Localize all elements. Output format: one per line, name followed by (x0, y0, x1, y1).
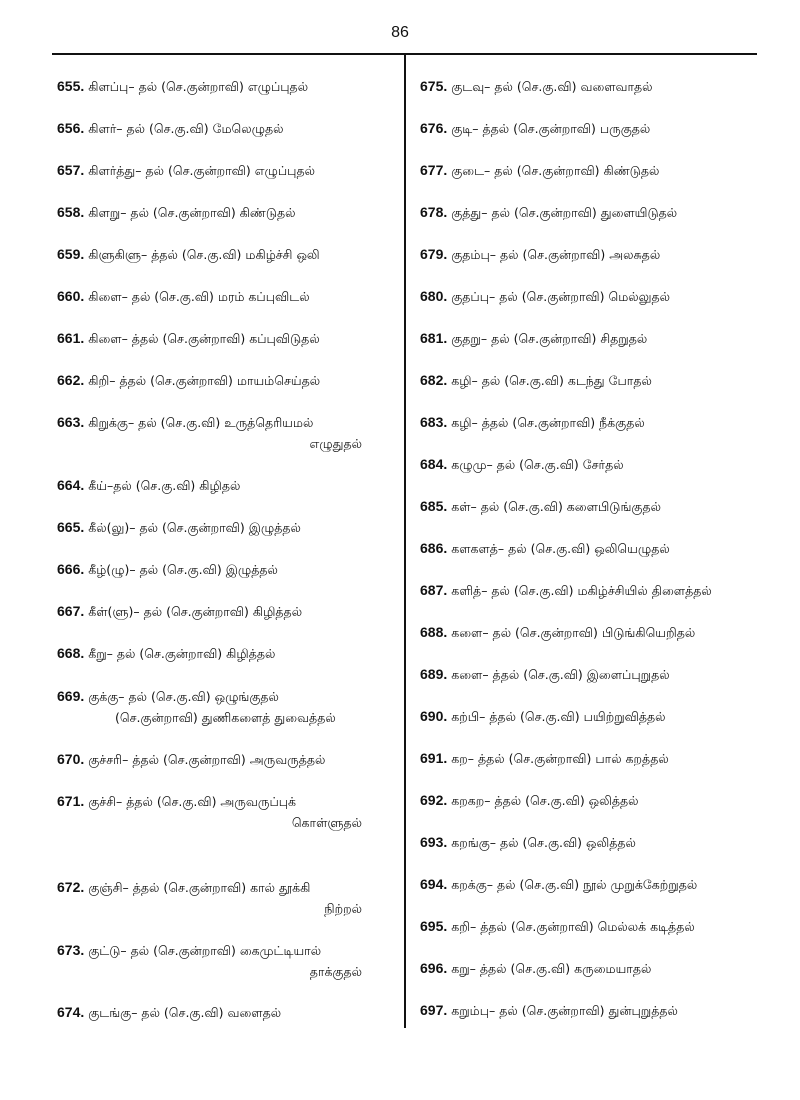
entry-text: குக்கு– தல் (செ.கு.வி) ஒழுங்குதல் (88, 689, 279, 704)
dictionary-entry (420, 244, 765, 265)
entry-text: கறங்கு– தல் (செ.கு.வி) ஒலித்தல் (451, 835, 636, 850)
dictionary-entry (420, 286, 765, 307)
entry-text: கீறு– தல் (செ.குன்றாவி) கிழித்தல் (88, 646, 276, 661)
dictionary-entry (57, 328, 402, 349)
entry-text: குதறு– தல் (செ.குன்றாவி) சிதறுதல் (451, 331, 648, 346)
entry-text: கிளுகிளு– த்தல் (செ.கு.வி) மகிழ்ச்சி ஒலி (88, 247, 320, 262)
entry-number: 666. (57, 561, 85, 577)
entry-text: களை– தல் (செ.குன்றாவி) பிடுங்கியெறிதல் (451, 625, 696, 640)
entry-number: 690. (420, 708, 448, 724)
dictionary-entry (420, 958, 765, 979)
entry-text: கிளை– த்தல் (செ.குன்றாவி) கப்புவிடுதல் (88, 331, 320, 346)
dictionary-entry (57, 286, 402, 307)
entry-text: கீல்(லு)– தல் (செ.குன்றாவி) இழுத்தல் (88, 520, 301, 535)
entry-continuation: நிற்றல் (324, 901, 362, 916)
dictionary-entry (57, 202, 402, 223)
dictionary-entry (57, 749, 402, 770)
entry-continuation: கொள்ளுதல் (291, 815, 362, 830)
entry-number: 657. (57, 162, 85, 178)
entry-text: கிளறு– தல் (செ.குன்றாவி) கிண்டுதல் (88, 205, 296, 220)
entry-text: களை– த்தல் (செ.கு.வி) இளைப்புறுதல் (451, 667, 670, 682)
column-divider (404, 53, 406, 1028)
entry-number: 661. (57, 330, 85, 346)
entry-number: 658. (57, 204, 85, 220)
dictionary-entry (420, 874, 765, 895)
entry-number: 669. (57, 688, 85, 704)
entry-number: 696. (420, 960, 448, 976)
entry-number: 664. (57, 477, 85, 493)
dictionary-entry (420, 706, 765, 727)
entry-text: குதம்பு– தல் (செ.குன்றாவி) அலசுதல் (451, 247, 661, 262)
entry-number: 656. (57, 120, 85, 136)
entry-continuation: தாக்குதல் (309, 964, 362, 979)
entry-text: கீய்–தல் (செ.கு.வி) கிழிதல் (88, 478, 241, 493)
entry-number: 670. (57, 751, 85, 767)
entry-text: கழி– த்தல் (செ.குன்றாவி) நீக்குதல் (451, 415, 645, 430)
dictionary-entry (57, 160, 402, 181)
dictionary-entry (420, 1000, 765, 1021)
entry-number: 674. (57, 1004, 85, 1020)
entry-text: கறகற– த்தல் (செ.கு.வி) ஒலித்தல் (451, 793, 639, 808)
entry-number: 660. (57, 288, 85, 304)
entry-text: கிளப்பு– தல் (செ.குன்றாவி) எழுப்புதல் (88, 79, 309, 94)
dictionary-entry (57, 1002, 402, 1023)
dictionary-entry (420, 664, 765, 685)
dictionary-entry (57, 118, 402, 139)
dictionary-entry (57, 686, 402, 728)
dictionary-entry (57, 76, 402, 97)
entry-text: கிறி– த்தல் (செ.குன்றாவி) மாயம்செய்தல் (88, 373, 321, 388)
entry-text: கீள்(ளு)– தல் (செ.குன்றாவி) கிழித்தல் (88, 604, 303, 619)
entry-text: குச்சரி– த்தல் (செ.குன்றாவி) அருவருத்தல் (88, 752, 326, 767)
entry-text: களகளத்– தல் (செ.கு.வி) ஒலியெழுதல் (451, 541, 670, 556)
entry-text: கீழ்(ழு)– தல் (செ.கு.வி) இழுத்தல் (88, 562, 278, 577)
entry-text: குதப்பு– தல் (செ.குன்றாவி) மெல்லுதல் (451, 289, 671, 304)
entry-number: 665. (57, 519, 85, 535)
entry-number: 679. (420, 246, 448, 262)
entry-number: 668. (57, 645, 85, 661)
entry-number: 682. (420, 372, 448, 388)
dictionary-entry (420, 328, 765, 349)
entry-number: 655. (57, 78, 85, 94)
dictionary-entry (420, 538, 765, 559)
dictionary-entry (420, 202, 765, 223)
entry-text: குட்டு– தல் (செ.குன்றாவி) கைமுட்டியால் (88, 943, 322, 958)
dictionary-entry (57, 791, 402, 833)
entry-text: கள்– தல் (செ.கு.வி) களைபிடுங்குதல் (451, 499, 661, 514)
entry-number: 681. (420, 330, 448, 346)
entry-number: 693. (420, 834, 448, 850)
entry-number: 685. (420, 498, 448, 514)
dictionary-entry (420, 118, 765, 139)
entry-number: 684. (420, 456, 448, 472)
entry-number: 689. (420, 666, 448, 682)
entry-number: 678. (420, 204, 448, 220)
entry-number: 692. (420, 792, 448, 808)
dictionary-entry (57, 370, 402, 391)
entry-text: கறும்பு– தல் (செ.குன்றாவி) துன்புறுத்தல் (451, 1003, 678, 1018)
dictionary-entry (420, 790, 765, 811)
entry-number: 695. (420, 918, 448, 934)
entry-text: குத்து– தல் (செ.குன்றாவி) துளையிடுதல் (451, 205, 678, 220)
page-number: 86 (391, 24, 409, 41)
entry-text: குச்சி– த்தல் (செ.கு.வி) அருவருப்புக் (88, 794, 297, 809)
dictionary-entry (57, 475, 402, 496)
entry-text: கற்பி– த்தல் (செ.கு.வி) பயிற்றுவித்தல் (451, 709, 666, 724)
entry-text: குடி– த்தல் (செ.குன்றாவி) பருகுதல் (451, 121, 651, 136)
entry-number: 663. (57, 414, 85, 430)
entry-text: கறக்கு– தல் (செ.கு.வி) நூல் முறுக்கேற்றுதல் (451, 877, 698, 892)
dictionary-entry (420, 748, 765, 769)
entry-number: 687. (420, 582, 448, 598)
entry-number: 673. (57, 942, 85, 958)
entry-number: 676. (420, 120, 448, 136)
entry-number: 677. (420, 162, 448, 178)
entry-text: கறு– த்தல் (செ.கு.வி) கருமையாதல் (451, 961, 652, 976)
entry-text: கழுமு– தல் (செ.கு.வி) சேர்தல் (451, 457, 624, 472)
entry-number: 686. (420, 540, 448, 556)
dictionary-entry (420, 454, 765, 475)
dictionary-entry (420, 370, 765, 391)
entry-number: 694. (420, 876, 448, 892)
entry-text: குடவு– தல் (செ.கு.வி) வளைவாதல் (451, 79, 653, 94)
entry-number: 662. (57, 372, 85, 388)
entry-number: 697. (420, 1002, 448, 1018)
dictionary-entry (420, 580, 765, 601)
entry-text: கிறுக்கு– தல் (செ.கு.வி) உருத்தெரியமல் (88, 415, 314, 430)
entry-text: கிளர்த்து– தல் (செ.குன்றாவி) எழுப்புதல் (88, 163, 315, 178)
dictionary-entry (420, 76, 765, 97)
dictionary-entry (57, 517, 402, 538)
entry-text: கிளர்– தல் (செ.கு.வி) மேலெழுதல் (88, 121, 284, 136)
dictionary-entry (420, 412, 765, 433)
entry-number: 675. (420, 78, 448, 94)
entry-number: 667. (57, 603, 85, 619)
entry-number: 659. (57, 246, 85, 262)
entry-text: கழி– தல் (செ.கு.வி) கடந்து போதல் (451, 373, 652, 388)
entry-continuation: எழுதுதல் (309, 436, 362, 451)
entry-text: களித்– தல் (செ.கு.வி) மகிழ்ச்சியில் திளைத்தல் (451, 583, 712, 598)
dictionary-entry (420, 622, 765, 643)
entry-number: 671. (57, 793, 85, 809)
entry-number: 683. (420, 414, 448, 430)
dictionary-entry (420, 916, 765, 937)
dictionary-entry (57, 412, 402, 454)
dictionary-entry (420, 160, 765, 181)
dictionary-entry (420, 832, 765, 853)
entry-text: குடங்கு– தல் (செ.கு.வி) வளைதல் (88, 1005, 282, 1020)
entry-text: குஞ்சி– த்தல் (செ.குன்றாவி) கால் தூக்கி (88, 880, 311, 895)
entry-continuation: (செ.குன்றாவி) துணிகளைத் துவைத்தல் (115, 710, 336, 725)
dictionary-entry (420, 496, 765, 517)
dictionary-entry (57, 559, 402, 580)
entry-text: கறி– த்தல் (செ.குன்றாவி) மெல்லக் கடித்தல் (451, 919, 695, 934)
entry-text: கிளை– தல் (செ.கு.வி) மரம் கப்புவிடல் (88, 289, 310, 304)
entry-number: 691. (420, 750, 448, 766)
entry-number: 672. (57, 879, 85, 895)
dictionary-entry (57, 244, 402, 265)
dictionary-entry (57, 877, 402, 919)
entry-number: 688. (420, 624, 448, 640)
dictionary-entry (57, 940, 402, 982)
dictionary-entry (57, 601, 402, 622)
entry-number: 680. (420, 288, 448, 304)
entry-text: குடை– தல் (செ.குன்றாவி) கிண்டுதல் (451, 163, 660, 178)
entry-text: கற– த்தல் (செ.குன்றாவி) பால் கறத்தல் (451, 751, 669, 766)
dictionary-entry (57, 643, 402, 664)
